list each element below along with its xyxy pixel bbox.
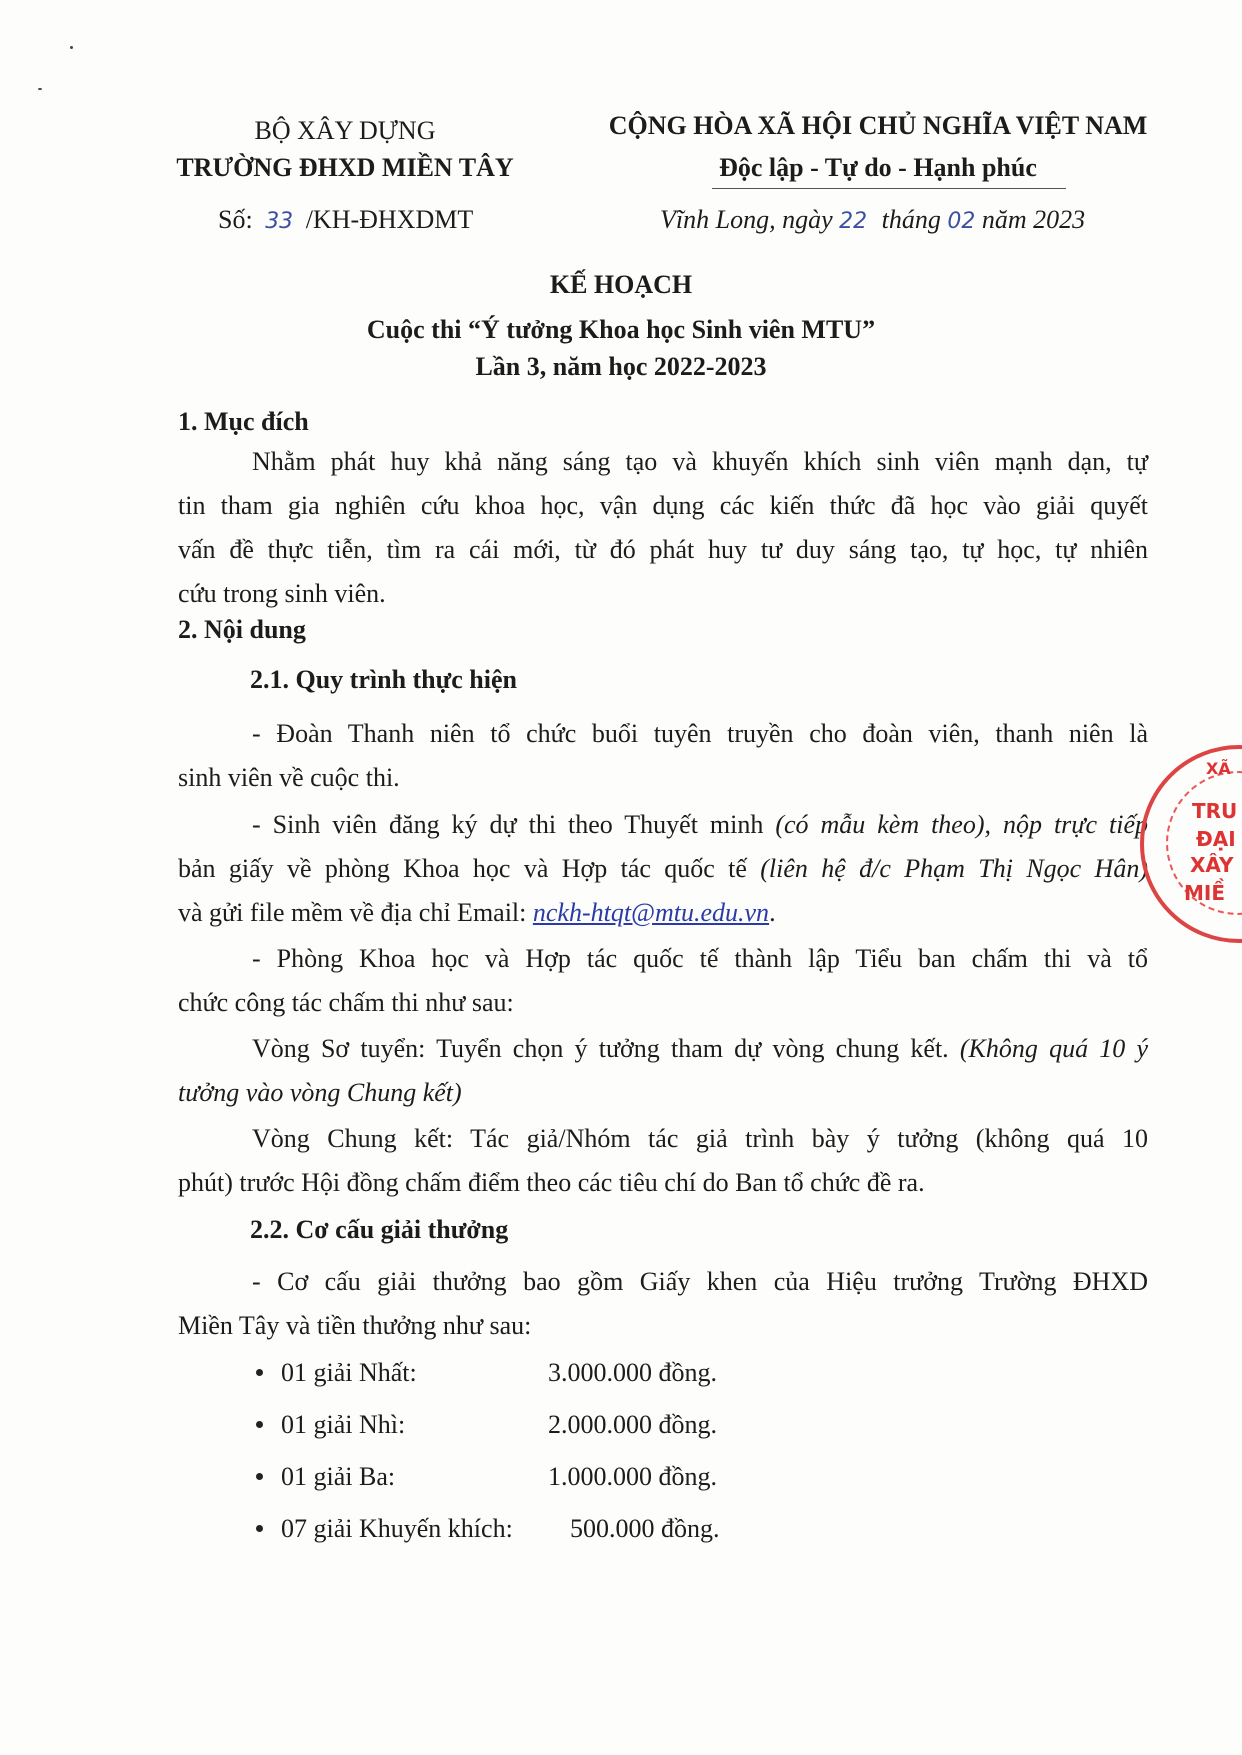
document-date: [660, 205, 1085, 235]
prize-amount: 3.000.000 đồng.: [548, 1358, 717, 1387]
paragraph-line: vấn đề thực tiễn, tìm ra cái mới, từ đó phát huy tư duy sáng tạo, tự học, tự nhiên: [178, 535, 1148, 564]
paragraph-registration: [178, 803, 1148, 935]
date-place: Vĩnh Long, ngày: [660, 205, 833, 234]
paragraph-line: cứu trong sinh viên.: [178, 579, 386, 608]
prize-label: 01 giải Nhì:: [281, 1410, 406, 1439]
text-run: và gửi file mềm về địa chỉ Email:: [178, 898, 533, 927]
document-number: [218, 205, 473, 235]
bullet-icon: [256, 1525, 263, 1532]
paragraph-line: - Phòng Khoa học và Hợp tác quốc tế thành lập Tiểu ban chấm thi và tổ: [252, 944, 1148, 973]
contest-name: Cuộc thi “Ý tưởng Khoa học Sinh viên MTU”: [366, 315, 876, 344]
section-1-heading: 1. Mục đích: [178, 407, 309, 436]
date-month-handwritten: 02: [947, 209, 976, 234]
text-run: .: [769, 898, 776, 927]
text-run-italic: (có mẫu kèm theo), nộp trực tiếp: [775, 810, 1148, 839]
seal-text: TRU: [1192, 799, 1238, 823]
date-year: năm 2023: [981, 205, 1086, 234]
section-1-paragraph: [178, 440, 1148, 616]
scan-speck: [70, 46, 73, 49]
text-run: bản giấy về phòng Khoa học và Hợp tác quốc tế: [178, 854, 761, 883]
number-prefix: Số:: [218, 205, 253, 234]
bullet-icon: [256, 1473, 263, 1480]
paragraph-line: chức công tác chấm thi như sau:: [178, 988, 514, 1017]
prize-list-item: [256, 1514, 513, 1544]
paragraph-youth-union: [178, 712, 1148, 800]
subsection-2-1-heading: 2.1. Quy trình thực hiện: [250, 665, 517, 694]
paragraph-line: phút) trước Hội đồng chấm điểm theo các tiêu chí do Ban tổ chức đề ra.: [178, 1168, 925, 1197]
paragraph-line: [178, 847, 1148, 891]
scan-speck: [38, 88, 42, 90]
contest-edition: Lần 3, năm học 2022-2023: [475, 352, 767, 381]
bullet-icon: [256, 1369, 263, 1376]
date-day-handwritten: 22: [839, 209, 868, 234]
prize-amount: 1.000.000 đồng.: [548, 1462, 717, 1491]
email-link[interactable]: nckh-htqt@mtu.edu.vn: [532, 898, 770, 927]
prize-list-item: [256, 1410, 405, 1440]
text-run: Vòng Sơ tuyển: Tuyển chọn ý tưởng tham dự vòng chung kết.: [252, 1034, 960, 1063]
paragraph-line: sinh viên về cuộc thi.: [178, 763, 400, 792]
number-suffix: /KH-ĐHXDMT: [305, 205, 474, 234]
number-handwritten: 33: [265, 209, 294, 234]
paragraph-line: tin tham gia nghiên cứu khoa học, vận dụng các kiến thức đã học vào giải quyết: [178, 491, 1148, 520]
paragraph-line: Miền Tây và tiền thưởng như sau:: [178, 1311, 532, 1340]
paragraph-line: Nhằm phát huy khả năng sáng tạo và khuyến khích sinh viên mạnh dạn, tự: [252, 447, 1148, 476]
paragraph-line: - Cơ cấu giải thưởng bao gồm Giấy khen của Hiệu trưởng Trường ĐHXD: [252, 1267, 1148, 1296]
seal-text: XÂY: [1190, 853, 1234, 877]
section-2-heading: 2. Nội dung: [178, 615, 306, 644]
date-month-label: tháng: [881, 205, 941, 234]
prize-amount: 500.000 đồng.: [570, 1514, 720, 1543]
paragraph-preliminary-round: [178, 1027, 1148, 1115]
paragraph-subcommittee: [178, 937, 1148, 1025]
school-name: TRƯỜNG ĐHXD MIỀN TÂY: [176, 153, 514, 182]
paragraph-line: [178, 1027, 1148, 1071]
paragraph-line: [178, 803, 1148, 847]
prize-list-item: [256, 1358, 417, 1388]
paragraph-award-structure: [178, 1260, 1148, 1348]
paragraph-line: - Đoàn Thanh niên tổ chức buổi tuyên truyền cho đoàn viên, thanh niên là: [252, 719, 1148, 748]
paragraph-line: tưởng vào vòng Chung kết): [178, 1078, 462, 1107]
prize-label: 01 giải Nhất:: [281, 1358, 417, 1387]
national-motto: Độc lập - Tự do - Hạnh phúc: [719, 153, 1037, 182]
prize-amount: 2.000.000 đồng.: [548, 1410, 717, 1439]
seal-text: ĐẠI: [1196, 827, 1236, 851]
prize-label: 01 giải Ba:: [281, 1462, 396, 1491]
prize-list-item: [256, 1462, 395, 1492]
paragraph-line: Vòng Chung kết: Tác giả/Nhóm tác giả trình bày ý tưởng (không quá 10: [252, 1124, 1148, 1153]
paragraph-line: [178, 891, 1148, 935]
text-run-italic: (liên hệ đ/c Phạm Thị Ngọc Hân): [760, 854, 1148, 883]
document-title: KẾ HOẠCH: [549, 270, 693, 299]
text-run-italic: (Không quá 10 ý: [959, 1034, 1149, 1063]
prize-label: 07 giải Khuyến khích:: [281, 1514, 513, 1543]
subsection-2-2-heading: 2.2. Cơ cấu giải thưởng: [250, 1215, 509, 1244]
seal-text: XÃ: [1206, 759, 1231, 778]
text-run: - Sinh viên đăng ký dự thi theo Thuyết minh: [252, 810, 776, 839]
paragraph-final-round: [178, 1117, 1148, 1205]
national-title: CỘNG HÒA XÃ HỘI CHỦ NGHĨA VIỆT NAM: [608, 111, 1148, 140]
ministry-name: BỘ XÂY DỰNG: [254, 116, 436, 145]
motto-underline: [712, 188, 1066, 189]
seal-text: MIỀ: [1184, 881, 1226, 905]
bullet-icon: [256, 1421, 263, 1428]
